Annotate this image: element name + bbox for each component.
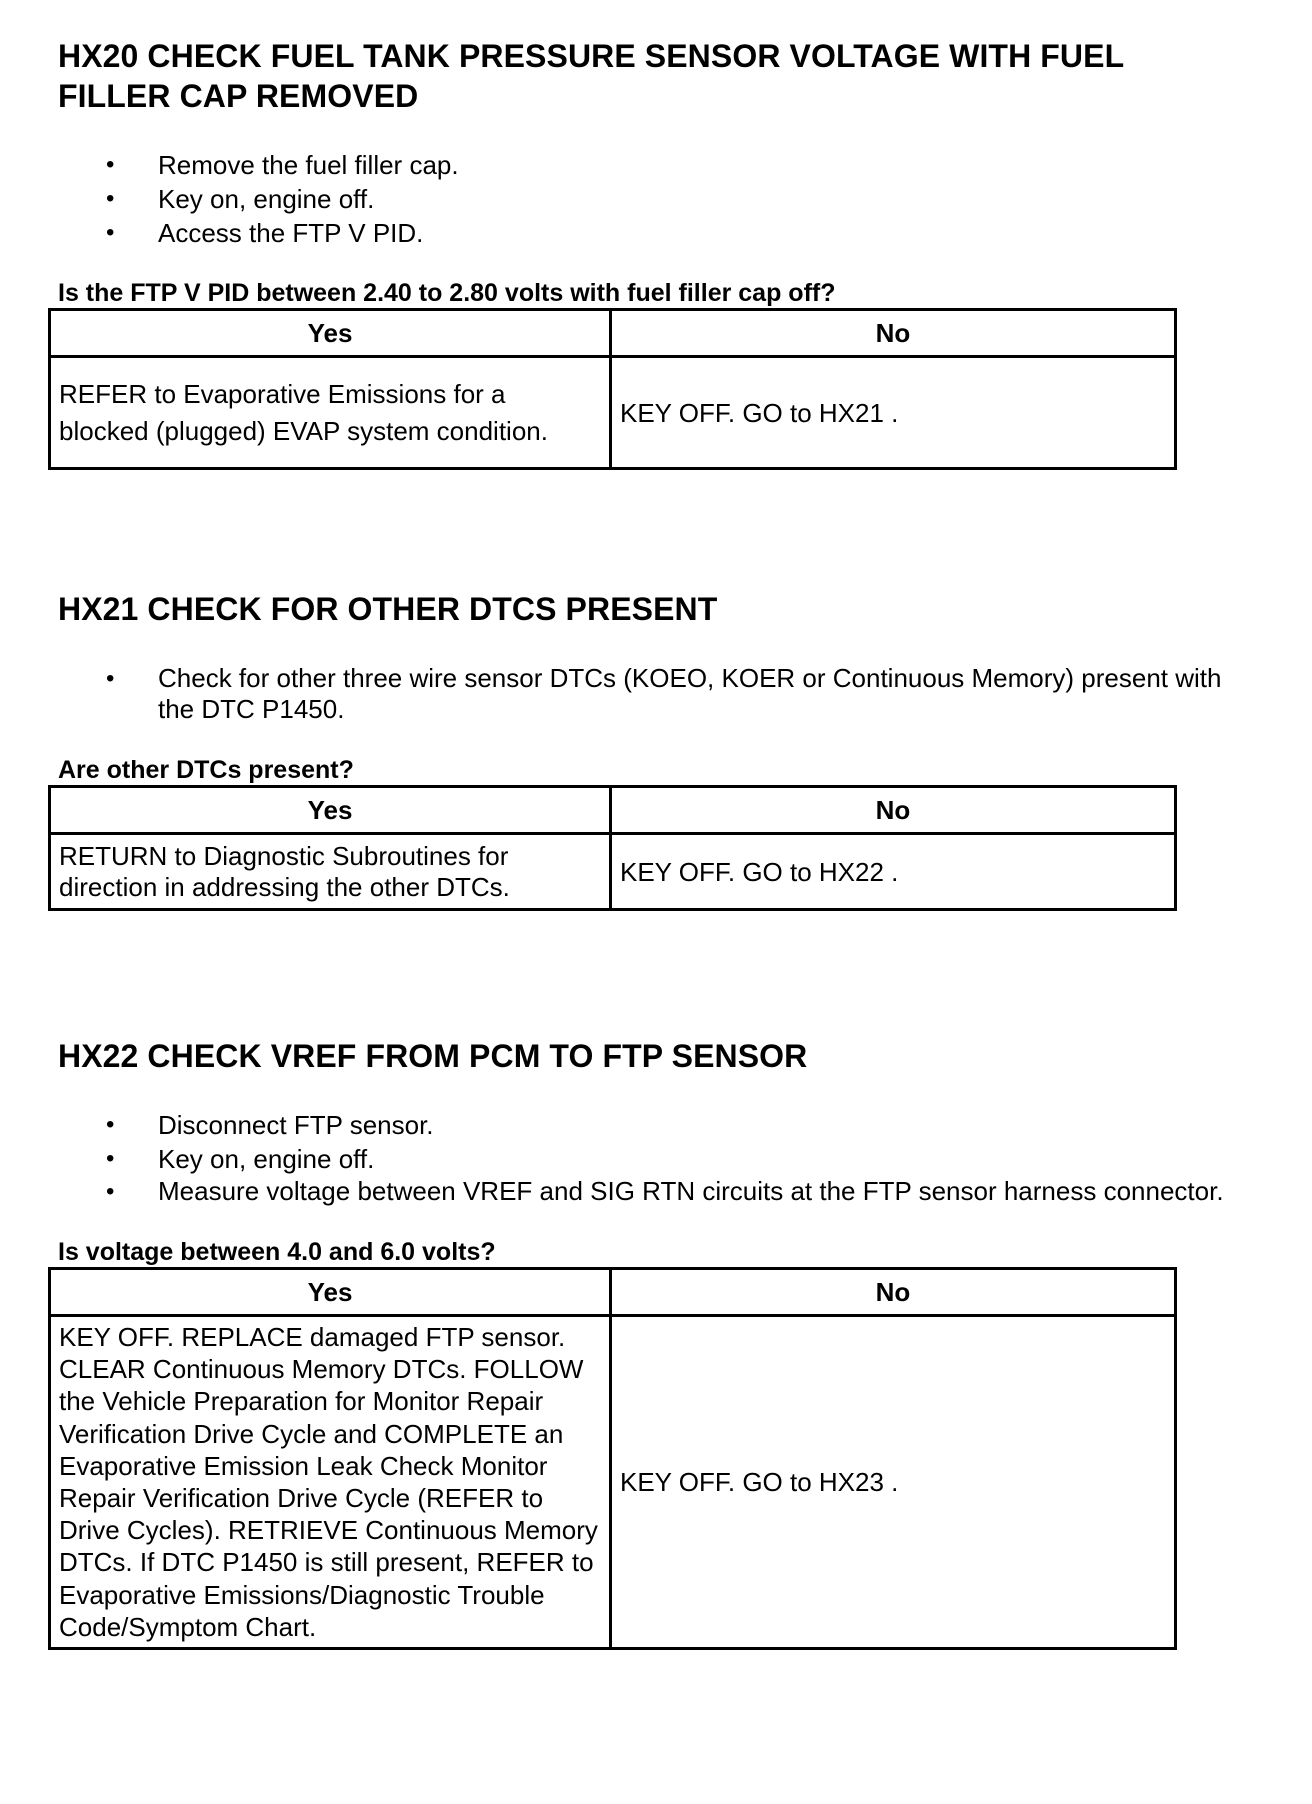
- section-hx20: [58, 36, 1238, 470]
- step-item: • Remove the fuel filler cap.: [58, 148, 1238, 182]
- section-hx22: [58, 1036, 1238, 1650]
- yes-no-table: [48, 785, 1177, 911]
- section-title: HX21 CHECK FOR OTHER DTCS PRESENT: [58, 591, 718, 627]
- step-item: • Measure voltage between VREF and SIG RTN circuits at the FTP sensor harness connector.: [58, 1176, 1238, 1207]
- section-title: HX20 CHECK FUEL TANK PRESSURE SENSOR VOLTAGE WITH FUEL FILLER CAP REMOVED: [58, 38, 1124, 114]
- yes-header: Yes: [50, 787, 611, 834]
- step-item: • Check for other three wire sensor DTCs (KOEO, KOER or Continuous Memory) present with the DTC P1450.: [58, 663, 1238, 725]
- yes-header: Yes: [50, 1269, 611, 1316]
- no-cell: KEY OFF. GO to HX21 .: [611, 357, 1176, 469]
- question: Is voltage between 4.0 and 6.0 volts?: [58, 1238, 496, 1266]
- no-cell: KEY OFF. GO to HX23 .: [611, 1316, 1176, 1649]
- step-item: • Key on, engine off.: [58, 1142, 1238, 1176]
- yes-cell: KEY OFF. REPLACE damaged FTP sensor. CLEAR Continuous Memory DTCs. FOLLOW the Vehicle Preparation for Monitor Repair Verification Drive Cycle and COMPLETE an Evaporative Emission Leak Check Monitor Repair Verification Drive Cycle (REFER to Drive Cycles). RETRIEVE Continuous Memory DTCs. If DTC P1450 is still present, REFER to Evaporative Emissions/Diagnostic Trouble Code/Symptom Chart.: [50, 1316, 611, 1649]
- yes-cell: REFER to Evaporative Emissions for a blocked (plugged) EVAP system condition.: [50, 357, 611, 469]
- no-header: No: [611, 310, 1176, 357]
- step-item: • Key on, engine off.: [58, 182, 1238, 216]
- step-list: [58, 1108, 1238, 1207]
- no-header: No: [611, 787, 1176, 834]
- section-title: HX22 CHECK VREF FROM PCM TO FTP SENSOR: [58, 1038, 808, 1074]
- step-list: [58, 148, 1238, 250]
- question: Is the FTP V PID between 2.40 to 2.80 volts with fuel filler cap off?: [58, 279, 836, 307]
- section-hx21: [58, 589, 1238, 911]
- no-header: No: [611, 1269, 1176, 1316]
- question: Are other DTCs present?: [58, 756, 354, 784]
- step-list: [58, 663, 1238, 725]
- yes-no-table: [48, 1267, 1177, 1650]
- step-item: • Disconnect FTP sensor.: [58, 1108, 1238, 1142]
- yes-no-table: [48, 308, 1177, 470]
- yes-header: Yes: [50, 310, 611, 357]
- no-cell: KEY OFF. GO to HX22 .: [611, 834, 1176, 910]
- yes-cell: RETURN to Diagnostic Subroutines for direction in addressing the other DTCs.: [50, 834, 611, 910]
- step-item: • Access the FTP V PID.: [58, 216, 1238, 250]
